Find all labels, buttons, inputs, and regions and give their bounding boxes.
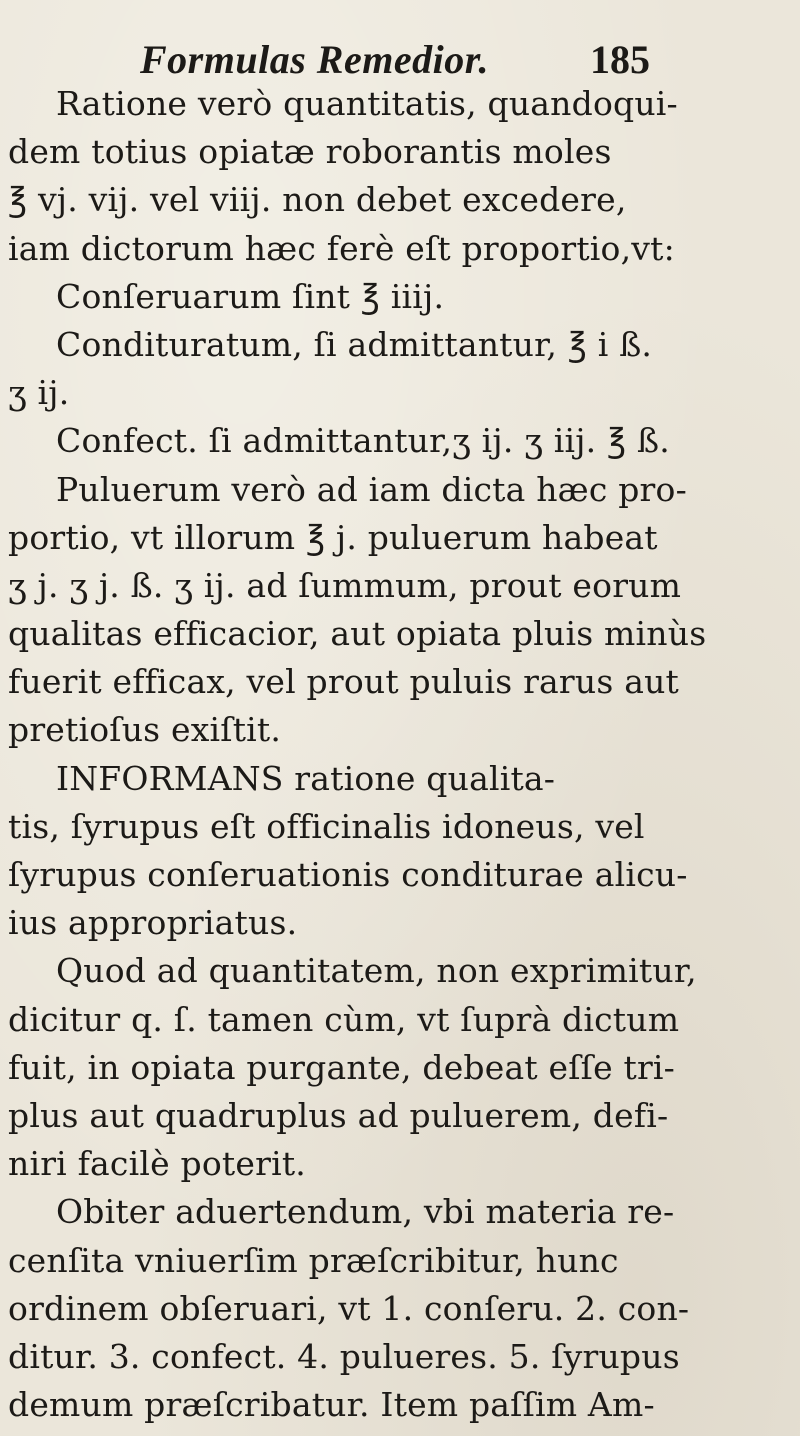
text-line: ℥ vj. vij. vel viij. non debet excedere, [8,180,627,220]
text-line: plus aut quadruplus ad puluerem, defi- [8,1095,669,1135]
text-line: portio, vt illorum ℥ j. puluerum habeat [8,517,658,557]
text-line: ditur. 3. confect. 4. pulueres. 5. ſyrupus [8,1336,680,1376]
text-line: ſyrupus conſeruationis conditurae alicu- [8,855,688,894]
text-line: Quod ad quantitatem, non exprimitur, [56,951,697,991]
text-line: fuit, in opiata purgante, debeat eſſe tri- [8,1047,676,1087]
text-line: tis, ſyrupus eſt officinalis idoneus, vel [8,806,645,846]
text-line: fuerit efficax, vel prout puluis rarus aut [8,662,679,702]
text-line: pretioſus exiſtit. [8,710,282,750]
text-line: ordinem obſeruari, vt 1. conſeru. 2. con- [8,1288,690,1328]
text-line: Conſeruarum ſint ℥ iiij. [56,276,445,316]
text-line: Confect. ſi admittantur,ʒ ij. ʒ iij. ℥ ß. [56,421,670,461]
text-line: ʒ ij. [8,373,70,413]
text-line: Ratione verò quantitatis, quandoqui- [56,84,678,123]
text-line: INFORMANS ratione qualita- [56,758,556,798]
text-line: Condituratum, ſi admittantur, ℥ i ß. [56,324,653,364]
running-head [140,28,760,84]
text-line: demum præſcribatur. Item paſſim Am- [8,1385,655,1425]
text-line: dicitur q. ſ. tamen cùm, vt ſuprà dictum [8,999,680,1039]
running-title: Formulas Remedior. [140,37,490,82]
text-line: niri facilè poterit. [8,1144,306,1184]
text-line: cenſita vniuerſim præſcribitur, hunc [8,1240,619,1280]
text-line: ius appropriatus. [8,903,298,943]
text-line: Obiter aduertendum, vbi materia re- [56,1192,675,1232]
body-text [8,80,798,1429]
page-number: 185 [590,37,650,82]
text-line: qualitas efficacior, aut opiata pluis minùs [8,614,707,654]
text-line: Puluerum verò ad iam dicta hæc pro- [56,469,687,509]
text-line: dem totius opiatæ roborantis moles [8,132,612,172]
text-line: ʒ j. ʒ j. ß. ʒ ij. ad ſummum, prout eorum [8,565,682,605]
text-line: iam dictorum hæc ferè eſt proportio,vt: [8,228,675,268]
